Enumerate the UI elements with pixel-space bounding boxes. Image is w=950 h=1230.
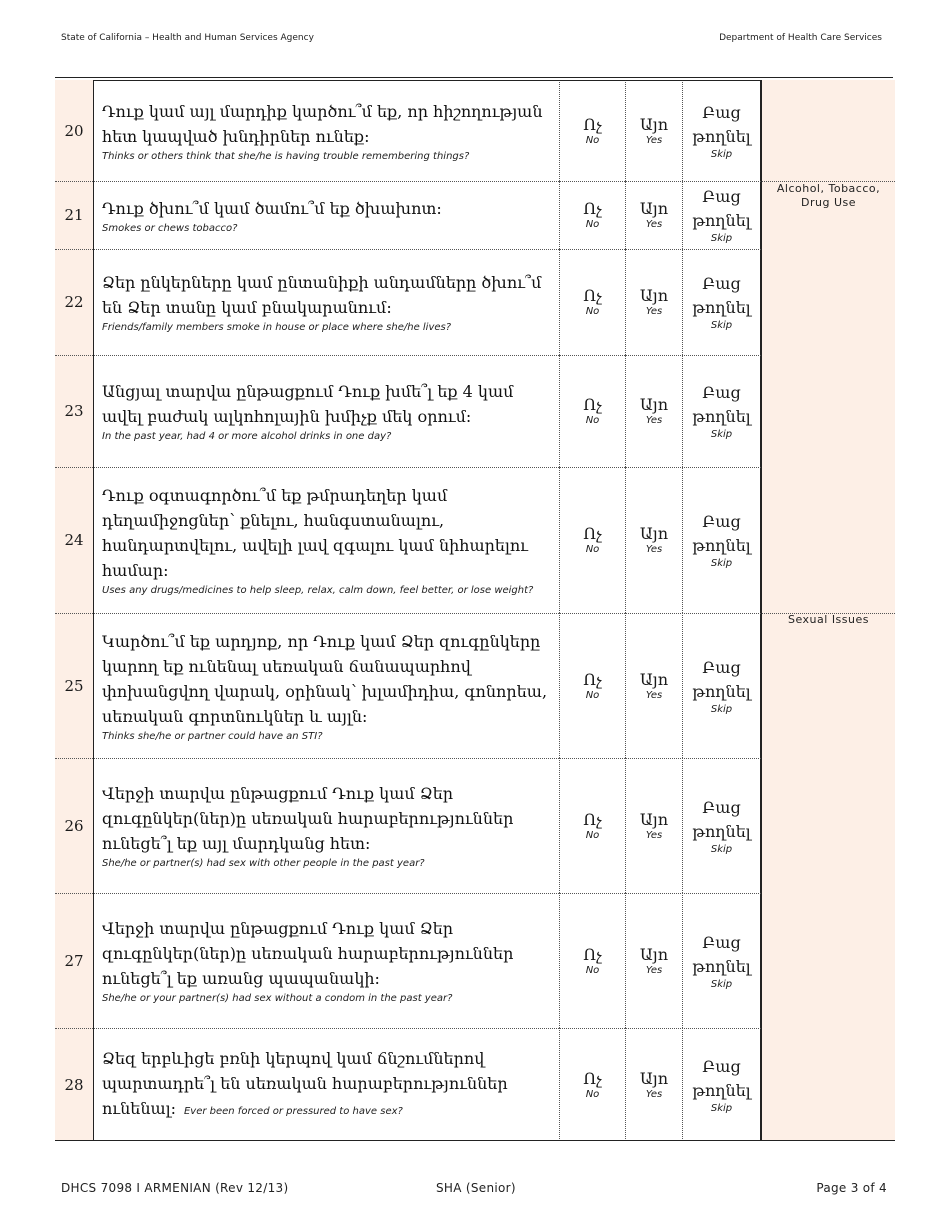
row-divider bbox=[55, 758, 761, 759]
question-number: 23 bbox=[55, 355, 93, 467]
question-english: Smokes or chews tobacco? bbox=[102, 222, 238, 234]
answer-no[interactable]: Ոչ No bbox=[559, 613, 625, 758]
footer-form-name: SHA (Senior) bbox=[436, 1181, 516, 1195]
answer-yes[interactable]: Այո Yes bbox=[625, 893, 682, 1028]
row-divider bbox=[55, 355, 761, 356]
table-row bbox=[55, 758, 761, 893]
question-number: 22 bbox=[55, 249, 93, 355]
questionnaire-table bbox=[55, 80, 895, 1141]
domain-cell-alcohol bbox=[761, 181, 895, 613]
answer-yes[interactable]: Այո Yes bbox=[625, 181, 682, 249]
answer-skip[interactable]: Բաց թողնել Skip bbox=[682, 1028, 761, 1141]
domain-label-sexual: Sexual Issues bbox=[787, 613, 869, 626]
answer-no[interactable]: Ոչ No bbox=[559, 80, 625, 181]
answer-yes[interactable]: Այո Yes bbox=[625, 355, 682, 467]
question-english: Uses any drugs/medicines to help sleep, relax, calm down, feel better, or lose weight? bbox=[102, 585, 534, 596]
header-agency: State of California – Health and Human Services Agency bbox=[61, 33, 314, 43]
question-english: Ever been forced or pressured to have sex? bbox=[183, 1105, 403, 1117]
question-text bbox=[93, 758, 559, 893]
row-divider bbox=[55, 893, 761, 894]
question-text bbox=[93, 355, 559, 467]
table-border-left bbox=[93, 80, 94, 1141]
answer-no[interactable]: Ոչ No bbox=[559, 181, 625, 249]
question-text bbox=[93, 613, 559, 758]
answer-no[interactable]: Ոչ No bbox=[559, 1028, 625, 1141]
question-armenian bbox=[102, 1046, 549, 1124]
table-border-bottom bbox=[55, 1140, 895, 1141]
question-number: 28 bbox=[55, 1028, 93, 1141]
row-divider bbox=[55, 467, 761, 468]
question-english: In the past year, had 4 or more alcohol drinks in one day? bbox=[102, 431, 392, 442]
question-number: 25 bbox=[55, 613, 93, 758]
question-text bbox=[93, 893, 559, 1028]
answer-no[interactable]: Ոչ No bbox=[559, 249, 625, 355]
answer-skip[interactable]: Բաց թողնել Skip bbox=[682, 80, 761, 181]
table-row bbox=[55, 613, 761, 758]
answer-skip[interactable]: Բաց թողնել Skip bbox=[682, 613, 761, 758]
question-armenian: Կարծու՞մ եք արդյոք, որ Դուք կամ Ձեր զուգընկերը կարող եք ունենալ սեռական ճանապարհով փոխանցվող վարակ, օրինակ՝ խլամիդիա, գոնորեա, սեռական գորտնուկներ և այլն: bbox=[102, 631, 548, 726]
question-armenian: Վերջի տարվա ընթացքում Դուք կամ Ձեր զուգընկեր(ներ)ը սեռական հարաբերություններ ունեցե՞լ եք այլ մարդկանց հետ: bbox=[102, 784, 514, 853]
question-armenian: Անցյալ տարվա ընթացքում Դուք խմե՞լ եք 4 կամ ավել բաժակ ալկոհոլային խմիչք մեկ օրում: bbox=[102, 382, 514, 426]
question-armenian: Դուք ծխու՞մ կամ ծամու՞մ եք ծխախոտ: bbox=[102, 198, 442, 218]
footer-page-number: Page 3 of 4 bbox=[816, 1181, 887, 1195]
domain-label-alcohol: Alcohol, Tobacco, Drug Use bbox=[776, 182, 881, 209]
header-rule bbox=[55, 77, 893, 78]
question-armenian-text: Ձեզ երբևիցե բռնի կերպով կամ ճնշումներով պարտադրե՞լ են սեռական հարաբերություններ ունենալ: bbox=[102, 1048, 508, 1118]
answer-no[interactable]: Ոչ No bbox=[559, 467, 625, 613]
table-row bbox=[55, 1028, 761, 1141]
answer-skip[interactable]: Բաց թողնել Skip bbox=[682, 355, 761, 467]
question-number: 26 bbox=[55, 758, 93, 893]
table-row bbox=[55, 467, 761, 613]
question-english: Thinks or others think that she/he is having trouble remembering things? bbox=[102, 150, 470, 162]
table-row bbox=[55, 80, 761, 181]
question-english: Thinks she/he or partner could have an STI? bbox=[102, 730, 323, 742]
question-armenian: Վերջի տարվա ընթացքում Դուք կամ Ձեր զուգընկեր(ներ)ը սեռական հարաբերություններ ունեցե՞լ եք առանց պապանակի: bbox=[102, 919, 514, 988]
question-number: 20 bbox=[55, 80, 93, 181]
question-english: She/he or partner(s) had sex with other people in the past year? bbox=[102, 858, 425, 869]
answer-skip[interactable]: Բաց թողնել Skip bbox=[682, 249, 761, 355]
answer-yes[interactable]: Այո Yes bbox=[625, 467, 682, 613]
question-number: 21 bbox=[55, 181, 93, 249]
domain-cell-sexual bbox=[761, 613, 895, 1141]
question-text bbox=[93, 80, 559, 181]
answer-yes[interactable]: Այո Yes bbox=[625, 1028, 682, 1141]
question-text bbox=[93, 1028, 559, 1141]
answer-no[interactable]: Ոչ No bbox=[559, 758, 625, 893]
answer-skip[interactable]: Բաց թողնել Skip bbox=[682, 181, 761, 249]
row-divider bbox=[55, 181, 895, 182]
question-text bbox=[93, 181, 559, 249]
table-row bbox=[55, 249, 761, 355]
answer-yes[interactable]: Այո Yes bbox=[625, 758, 682, 893]
answer-yes[interactable]: Այո Yes bbox=[625, 613, 682, 758]
question-text bbox=[93, 249, 559, 355]
table-border-top bbox=[93, 80, 761, 81]
row-divider bbox=[55, 1028, 761, 1029]
question-english: Friends/family members smoke in house or place where she/he lives? bbox=[102, 322, 452, 333]
question-armenian: Դուք կամ այլ մարդիք կարծու՞մ եք, որ հիշողության հետ կապված խնդիրներ ունեք: bbox=[102, 101, 543, 146]
answer-skip[interactable]: Բաց թողնել Skip bbox=[682, 758, 761, 893]
row-divider bbox=[55, 249, 761, 250]
table-row bbox=[55, 181, 761, 249]
question-number: 27 bbox=[55, 893, 93, 1028]
question-number: 24 bbox=[55, 467, 93, 613]
header-department: Department of Health Care Services bbox=[719, 33, 882, 43]
question-armenian: Դուք օգտագործու՞մ եք թմրադեղեր կամ դեղամիջոցներ՝ քնելու, հանգստանալու, հանդարտվելու, ավելի լավ զգալու կամ նիհարելու համար: bbox=[102, 486, 528, 580]
footer-form-id: DHCS 7098 I ARMENIAN (Rev 12/13) bbox=[61, 1181, 289, 1195]
answer-no[interactable]: Ոչ No bbox=[559, 355, 625, 467]
answer-skip[interactable]: Բաց թողնել Skip bbox=[682, 893, 761, 1028]
question-english: She/he or your partner(s) had sex without a condom in the past year? bbox=[102, 993, 453, 1004]
row-divider bbox=[55, 613, 895, 614]
domain-cell-memory bbox=[761, 80, 895, 181]
question-armenian: Ձեր ընկերները կամ ընտանիքի անդամները ծխու՞մ են Ձեր տանը կամ բնակարանում: bbox=[102, 273, 542, 317]
table-row bbox=[55, 893, 761, 1028]
answer-yes[interactable]: Այո Yes bbox=[625, 249, 682, 355]
table-row bbox=[55, 355, 761, 467]
answer-yes[interactable]: Այո Yes bbox=[625, 80, 682, 181]
answer-no[interactable]: Ոչ No bbox=[559, 893, 625, 1028]
answer-skip[interactable]: Բաց թողնել Skip bbox=[682, 467, 761, 613]
question-text bbox=[93, 467, 559, 613]
